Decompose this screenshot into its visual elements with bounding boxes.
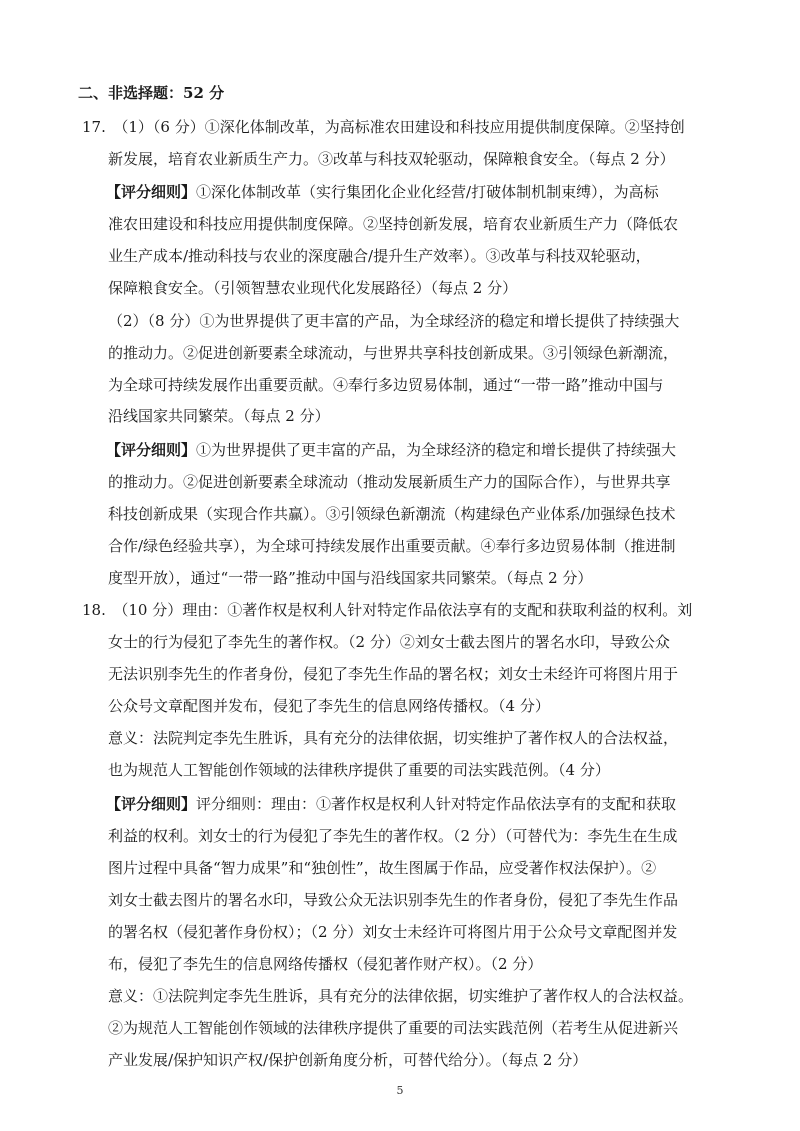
q17-rubric2-line1 [106, 441, 676, 459]
q17-p1-line2: 新发展，培育农业新质生产力。③改革与科技双轮驱动，保障粮食安全。（每点 2 分） [108, 150, 675, 168]
rubric-label: 【评分细则】 [106, 183, 197, 201]
rubric-label: 【评分细则】 [106, 795, 197, 813]
q18-rubric-line3: 图片过程中具备“智力成果”和“独创性”，故生图属于作品，应受著作权法保护）。② [108, 859, 657, 877]
q17-p2-line3: 为全球可持续发展作出重要贡献。④奉行多边贸易体制，通过“一带一路”推动中国与 [108, 376, 664, 394]
q17-rubric2-line2: 的推动力。②促进创新要素全球流动（推动发展新质生产力的国际合作），与世界共享 [108, 473, 671, 491]
page-number: 5 [396, 1084, 404, 1097]
q18-rubric-line9: 产业发展/保护知识产权/保护创新角度分析，可替代给分）。（每点 2 分） [108, 1051, 588, 1069]
q18-rubric-line2: 利益的权利。刘女士的行为侵犯了李先生的著作权。（2 分）（可替代为：李先生在生成 [108, 827, 678, 845]
q18-rubric-line7: 意义：①法院判定李先生胜诉，具有充分的法律依据，切实维护了著作权人的合法权益。 [108, 987, 694, 1005]
q17-p2-line1: （2）（8 分）①为世界提供了更丰富的产品，为全球经济的稳定和增长提供了持续强大 [108, 312, 680, 330]
q18-reason-line1: 18. （10 分）理由：①著作权是权利人针对特定作品依法享有的支配和获取利益的权利。刘 [82, 601, 693, 619]
q17-p2-line4: 沿线国家共同繁荣。（每点 2 分） [108, 407, 330, 425]
q18-rubric-line4: 刘女士截去图片的署名水印，导致公众无法识别李先生的作者身份，侵犯了李先生作品 [108, 891, 679, 909]
rubric-text: ①深化体制改革（实行集团化企业化经营/打破体制机制束缚），为高标 [196, 183, 659, 201]
q18-reason-line3: 无法识别李先生的作者身份，侵犯了李先生作品的署名权；刘女士未经许可将图片用于 [108, 665, 679, 683]
q17-rubric2-line4: 合作/绿色经验共享），为全球可持续发展作出重要贡献。④奉行多边贸易体制（推进制 [108, 537, 676, 555]
rubric-label: 【评分细则】 [106, 441, 197, 459]
rubric-text: 评分细则：理由：①著作权是权利人针对特定作品依法享有的支配和获取 [196, 795, 677, 813]
q18-meaning-line1: 意义：法院判定李先生胜诉，具有充分的法律依据，切实维护了著作权人的合法权益， [108, 729, 679, 747]
q18-rubric-line5: 的署名权（侵犯著作身份权）；（2 分）刘女士未经许可将图片用于公众号文章配图并发 [108, 923, 678, 941]
q17-rubric1-line1 [106, 183, 659, 201]
q17-p2-line2: 的推动力。②促进创新要素全球流动，与世界共享科技创新成果。③引领绿色新潮流， [108, 344, 679, 362]
section-title: 二、非选择题：52 分 [78, 84, 225, 102]
q18-rubric-line8: ②为规范人工智能创作领域的法律秩序提供了重要的司法实践范例（若考生从促进新兴 [108, 1019, 679, 1037]
q17-rubric1-line3: 业生产成本/推动科技与农业的深度融合/提升生产效率）。③改革与科技双轮驱动， [108, 247, 651, 265]
q17-rubric2-line3: 科技创新成果（实现合作共赢）。③引领绿色新潮流（构建绿色产业体系/加强绿色技术 [108, 505, 676, 523]
q18-meaning-line2: 也为规范人工智能创作领域的法律秩序提供了重要的司法实践范例。（4 分） [108, 761, 610, 779]
q17-p1-line1: 17. （1）（6 分）①深化体制改革，为高标准农田建设和科技应用提供制度保障。②坚持创 [82, 118, 685, 136]
q18-reason-line4: 公众号文章配图并发布，侵犯了李先生的信息网络传播权。（4 分） [108, 697, 550, 715]
q17-rubric1-line4: 保障粮食安全。（引领智慧农业现代化发展路径）（每点 2 分） [108, 279, 518, 297]
q17-rubric1-line2: 准农田建设和科技应用提供制度保障。②坚持创新发展，培育农业新质生产力（降低农 [108, 215, 679, 233]
rubric-text: ①为世界提供了更丰富的产品，为全球经济的稳定和增长提供了持续强大 [196, 441, 677, 459]
q18-reason-line2: 女士的行为侵犯了李先生的著作权。（2 分）②刘女士截去图片的署名水印，导致公众 [108, 633, 670, 651]
q18-rubric-line1 [106, 795, 676, 813]
q18-rubric-line6: 布，侵犯了李先生的信息网络传播权（侵犯著作财产权）。（2 分） [108, 955, 543, 973]
q17-rubric2-line5: 度型开放），通过“一带一路”推动中国与沿线国家共同繁荣。（每点 2 分） [108, 569, 593, 587]
